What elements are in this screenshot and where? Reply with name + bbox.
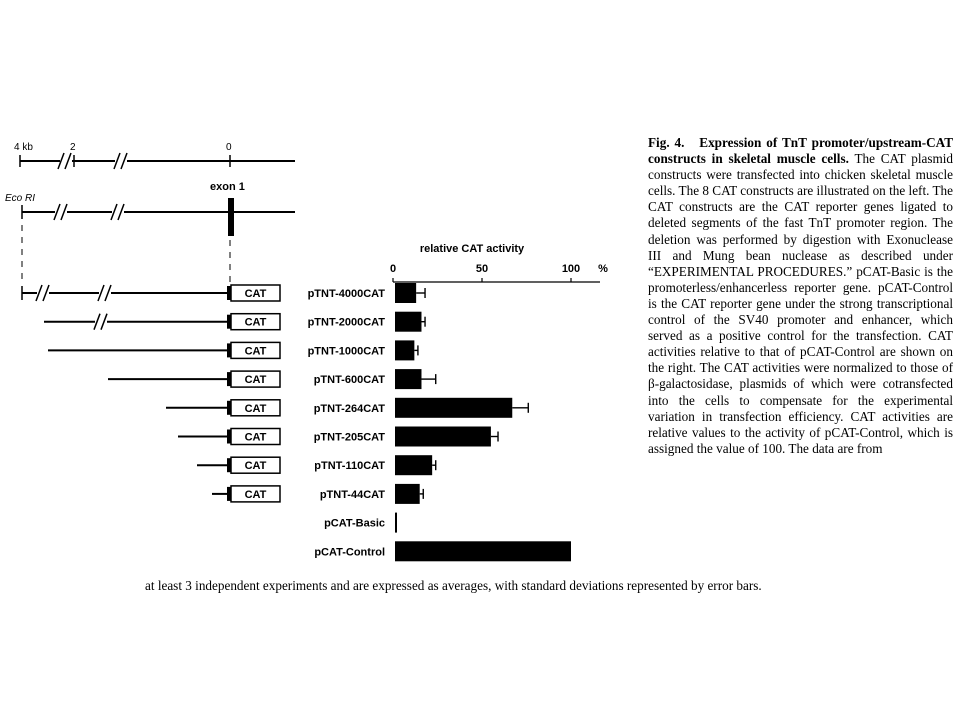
construct-diagrams [22, 284, 280, 502]
bar-pTNT-2000CAT [395, 312, 421, 332]
category-label: pTNT-1000CAT [307, 345, 385, 358]
exon-1-block [228, 198, 234, 236]
cat-box-label: CAT [244, 488, 267, 501]
cat-box-label: CAT [244, 345, 267, 358]
bar-pTNT-4000CAT [395, 283, 416, 303]
caption-last-line: at least 3 independent experiments and are expressed as averages, with standard deviations represented by error bars. [145, 578, 762, 593]
construct-pTNT-110CAT [197, 457, 280, 473]
caption-title: Expression of TnT promoter/upstream-CAT constructs in skeletal muscle cells. [648, 135, 953, 167]
construct-pTNT-264CAT [166, 400, 280, 416]
category-label: pTNT-4000CAT [307, 288, 385, 300]
construct-pTNT-2000CAT [44, 313, 280, 331]
cat-box-label: CAT [244, 316, 267, 329]
category-label: pTNT-110CAT [314, 460, 385, 473]
cat-box-label: CAT [244, 374, 267, 387]
construct-pTNT-600CAT [108, 371, 280, 387]
caption-body: The CAT plasmid constructs were transfected into chicken skeletal muscle cells. The 8 CAT constructs are illustrated on the left. The CAT constructs are the CAT reporter genes ligated to deleted segments of the fast TnT promoter region. The deletion was performed by digestion with Exonuclease III and Mung bean nuclease as described under “EXPERIMENTAL PROCEDURES.” pCAT-Basic is the promoterless/enhancerless reporter gene. pCAT-Control is the CAT reporter gene under the strong transcriptional control of the SV40 promoter and enhancer, which served as a positive control for the transfection. CAT activities relative to that of pCAT-Control are shown on the right. The CAT activities were normalized to those of β-galactosidase, plasmids of which were cotransfected into the cells to compensate for the experimental variation in transfection efficiency. CAT activities are relative values to the activity of pCAT-Control, which is assigned the value of 100. The data are from [648, 151, 954, 456]
bar-pTNT-1000CAT [395, 340, 414, 360]
x-tick-label: 0 [389, 263, 397, 275]
scale-bar [14, 142, 295, 170]
ecori-label: Eco RI [5, 193, 36, 204]
category-label: pTNT-205CAT [313, 431, 385, 444]
cat-box-label: CAT [244, 431, 267, 444]
bar-pTNT-110CAT [395, 455, 432, 475]
bar-pTNT-600CAT [395, 369, 421, 389]
bar-pTNT-44CAT [395, 484, 420, 504]
bar-pTNT-205CAT [395, 427, 491, 447]
category-label: pTNT-2000CAT [307, 316, 385, 329]
category-label: pCAT-Control [314, 546, 385, 559]
construct-pTNT-44CAT [212, 486, 280, 502]
exon-label: exon 1 [210, 181, 245, 193]
construct-pTNT-4000CAT [22, 284, 280, 302]
chart-title: relative CAT activity [419, 243, 525, 255]
caption-figure-number: Fig. 4. [648, 135, 685, 150]
cat-box-label: CAT [244, 460, 267, 473]
genomic-map [5, 181, 295, 285]
bar-pCAT-Control [395, 541, 571, 561]
category-label: pCAT-Basic [324, 517, 385, 530]
construct-pTNT-1000CAT [48, 342, 280, 358]
cat-box-label: CAT [244, 288, 267, 300]
scale-label-2: 2 [70, 142, 76, 153]
category-label: pTNT-264CAT [313, 402, 385, 415]
x-unit-label: % [598, 263, 608, 275]
bar-pCAT-Basic [395, 513, 397, 533]
figure-caption [648, 135, 953, 580]
scale-label-0: 0 [226, 142, 232, 153]
category-label: pTNT-44CAT [319, 488, 385, 501]
construct-pTNT-205CAT [178, 429, 280, 445]
x-tick-label: 100 [561, 263, 581, 275]
x-tick-label: 50 [475, 263, 489, 275]
category-label: pTNT-600CAT [313, 374, 385, 387]
cat-box-label: CAT [244, 402, 267, 415]
bar-pTNT-264CAT [395, 398, 512, 418]
cat-activity-chart [308, 243, 609, 561]
scale-label-4kb: 4 kb [14, 142, 33, 153]
